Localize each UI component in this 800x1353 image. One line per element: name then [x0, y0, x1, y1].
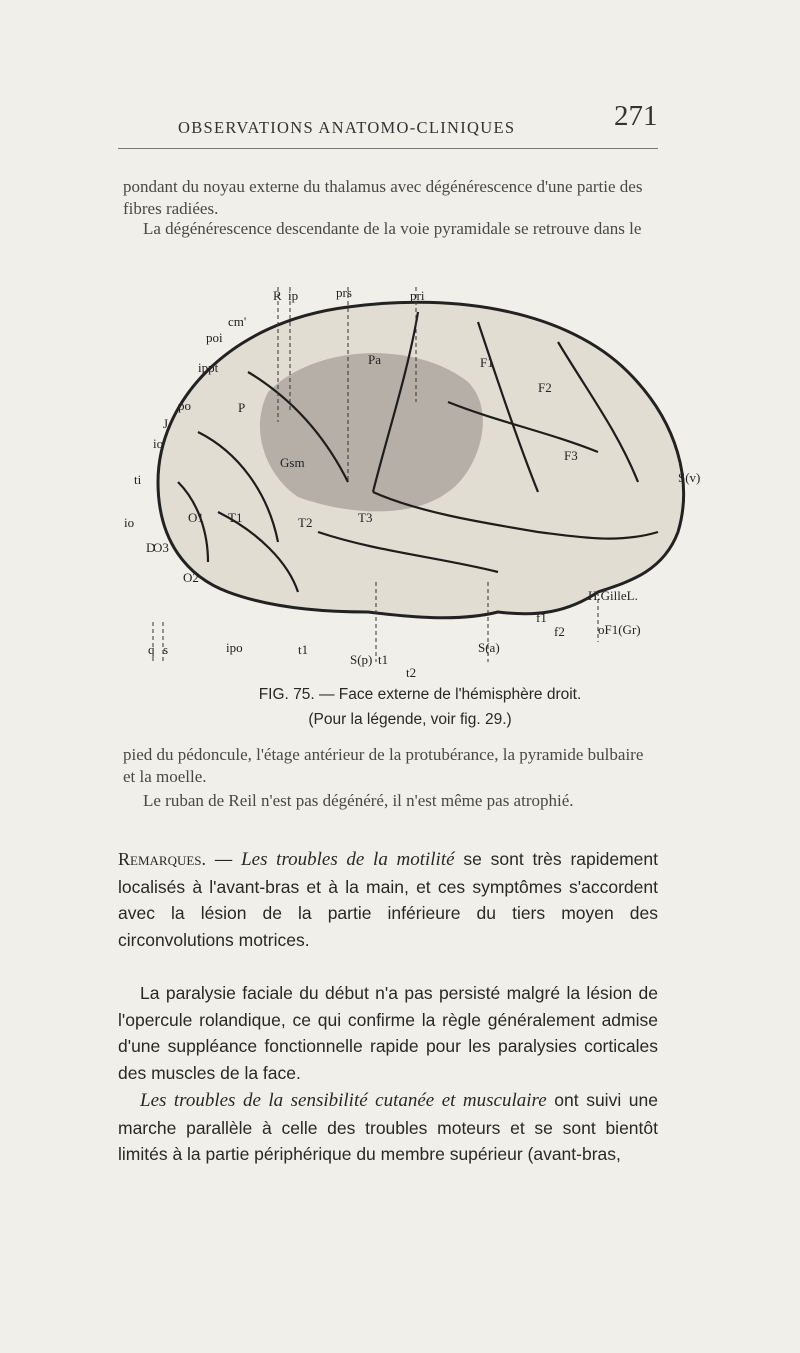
after-line-2: et la moelle. [123, 767, 207, 786]
label-F1: F1 [480, 355, 494, 370]
brain-hemisphere-figure [118, 282, 718, 682]
label-D: D [146, 540, 156, 555]
label-f2: f2 [554, 624, 565, 639]
remarks-paragraph-1 [118, 846, 658, 953]
intro-line-2: fibres radiées. [123, 199, 219, 218]
label-io-a: io [153, 436, 164, 451]
remarks-italic-1: Les troubles de la motilité [241, 849, 455, 870]
figure-caption-2: (Pour la légende, voir fig. 29.) [308, 711, 512, 728]
remarks-p3-rest: ont suivi une marche parallèle à celle des troubles moteurs et se sont bientôt limités à la partie périphérique du membre supérieur (avant-bras, [118, 1090, 659, 1164]
remarks-paragraph-2: La paralysie faciale du début n'a pas persisté malgré la lésion de l'opercule rolandique, ce qui confirme la règle généralement admise d'une suppléance fonctionnelle rapide pour les paralysies corticales des muscles de la face. [118, 983, 658, 1083]
intro-line-1: pondant du noyau externe du thalamus avec dégénérescence d'une partie des [123, 177, 643, 196]
remarks-paragraph-3 [118, 1087, 658, 1168]
label-t2: t2 [406, 665, 417, 680]
label-O3: O3 [153, 540, 169, 555]
label-Sp: S(p) [350, 652, 373, 667]
label-T3: T3 [358, 510, 373, 525]
after-line-3: Le ruban de Reil n'est pas dégénéré, il n'est même pas atrophié. [143, 791, 574, 810]
label-po: po [178, 398, 191, 413]
label-T2: T2 [298, 515, 313, 530]
label-ipo: ipo [226, 640, 243, 655]
remarks-p1-rest: se sont très rapidement localisés à l'avant-bras et à la main, et ces symptômes s'accordent avec la lésion de la partie inférieure du tiers moyen des circonvolutions motrices. [118, 849, 659, 950]
label-Sa: S(a) [478, 640, 500, 655]
after-line-1: pied du pédoncule, l'étage antérieur de la protubérance, la pyramide bulbaire [123, 745, 644, 764]
label-poi: poi [206, 330, 223, 345]
page-number: 271 [614, 100, 658, 132]
label-io-b: io [124, 515, 135, 530]
label-T1: T1 [228, 510, 243, 525]
remarks-italic-2: Les troubles de la sensibilité cutanée et musculaire [140, 1090, 547, 1111]
label-ti: ti [134, 472, 142, 487]
label-Gsm: Gsm [280, 455, 305, 470]
label-f1: f1 [536, 610, 547, 625]
label-P: P [238, 400, 246, 415]
running-head: OBSERVATIONS ANATOMO-CLINIQUES [178, 118, 516, 137]
label-Sv: S(v) [678, 470, 701, 485]
remarks-lead: Remarques. [118, 849, 207, 869]
label-ippt: ippt [198, 360, 219, 375]
label-t1-b: t1 [378, 652, 389, 667]
figure-caption-1: FIG. 75. — Face externe de l'hémisphère droit. [258, 686, 582, 703]
label-s: s [163, 642, 169, 657]
label-O1: O1 [188, 510, 204, 525]
label-pri: pri [410, 288, 425, 303]
label-O2: O2 [183, 570, 199, 585]
label-cm: cm' [228, 314, 247, 329]
label-oF: oF1(Gr) [598, 622, 641, 637]
label-HGilleL: H.GilleL. [588, 588, 638, 603]
label-q: q [148, 642, 155, 657]
label-t1: t1 [298, 642, 309, 657]
label-F3: F3 [564, 448, 578, 463]
intro-line-3: La dégénérescence descendante de la voie pyramidale se retrouve dans le [143, 219, 642, 238]
label-F2: F2 [538, 380, 552, 395]
label-R: R [273, 288, 282, 303]
header-rule [118, 148, 658, 149]
remarks-dash: — [206, 849, 242, 869]
label-prs: prs [336, 285, 352, 300]
label-ip: ip [288, 288, 299, 303]
label-J: J [163, 416, 169, 431]
label-Pa: Pa [368, 352, 381, 367]
lesion-shading [260, 353, 483, 511]
